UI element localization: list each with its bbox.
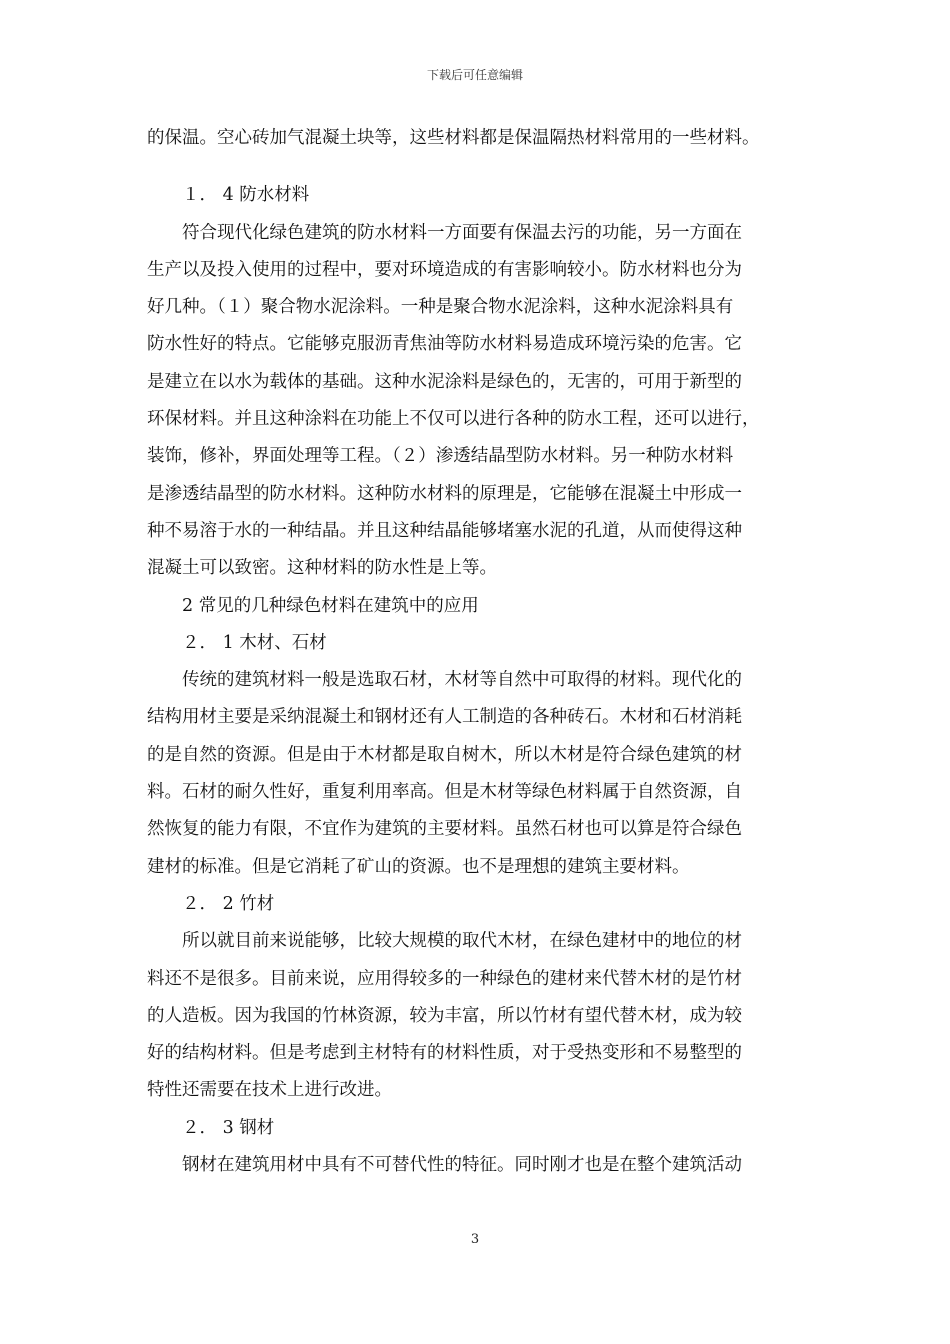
page-number: 3 [470, 1232, 480, 1247]
section-heading: ２． 1 木材、石材 [182, 632, 327, 653]
paragraph-line: 好的结构材料。但是考虑到主材特有的材料性质，对于受热变形和不易整型的 [147, 1043, 742, 1064]
paragraph-line: 环保材料。并且这种涂料在功能上不仅可以进行各种的防水工程，还可以进行， [147, 409, 760, 430]
paragraph-line: 是建立在以水为载体的基础。这种水泥涂料是绿色的，无害的，可用于新型的 [147, 371, 742, 392]
section-heading: ２． 2 竹材 [182, 893, 275, 914]
section-heading: １． 4 防水材料 [182, 185, 310, 206]
paragraph-line: 建材的标准。但是它消耗了矿山的资源。也不是理想的建筑主要材料。 [147, 856, 690, 877]
paragraph-line: 特性还需要在技术上进行改进。 [147, 1080, 392, 1101]
paragraph-line: 是渗透结晶型的防水材料。这种防水材料的原理是，它能够在混凝土中形成一 [147, 483, 742, 504]
paragraph-line: 生产以及投入使用的过程中，要对环境造成的有害影响较小。防水材料也分为 [147, 259, 742, 280]
paragraph-line: 防水性好的特点。它能够克服沥青焦油等防水材料易造成环境污染的危害。它 [147, 334, 742, 355]
paragraph-line: 好几种。（１）聚合物水泥涂料。一种是聚合物水泥涂料，这种水泥涂料具有 [147, 297, 734, 318]
paragraph-line: 装饰，修补，界面处理等工程。（２）渗透结晶型防水材料。另一种防水材料 [147, 446, 734, 467]
paragraph-line: 然恢复的能力有限，不宜作为建筑的主要材料。虽然石材也可以算是符合绿色 [147, 819, 742, 840]
document-body [147, 120, 810, 1184]
section-heading: 2 常见的几种绿色材料在建筑中的应用 [182, 595, 479, 616]
paragraph-line: 传统的建筑材料一般是选取石材，木材等自然中可取得的材料。现代化的 [182, 670, 742, 691]
paragraph-line: 种不易溶于水的一种结晶。并且这种结晶能够堵塞水泥的孔道，从而使得这种 [147, 520, 742, 541]
paragraph-line: 料。石材的耐久性好，重复利用率高。但是木材等绿色材料属于自然资源，自 [147, 782, 742, 803]
paragraph-line: 所以就目前来说能够，比较大规模的取代木材，在绿色建材中的地位的材 [182, 931, 742, 952]
paragraph-line: 的是自然的资源。但是由于木材都是取自树木，所以木材是符合绿色建筑的材 [147, 744, 742, 765]
page-header: 下载后可任意编辑 [426, 68, 523, 82]
paragraph-line: 的保温。空心砖加气混凝土块等，这些材料都是保温隔热材料常用的一些材料。 [147, 128, 760, 148]
paragraph-line: 钢材在建筑用材中具有不可替代性的特征。同时刚才也是在整个建筑活动 [182, 1155, 742, 1176]
paragraph-line: 结构用材主要是采纳混凝土和钢材还有人工制造的各种砖石。木材和石材消耗 [147, 707, 742, 728]
section-heading: ２． 3 钢材 [182, 1117, 275, 1138]
paragraph-line: 符合现代化绿色建筑的防水材料一方面要有保温去污的功能，另一方面在 [182, 222, 742, 243]
paragraph-line: 料还不是很多。目前来说，应用得较多的一种绿色的建材来代替木材的是竹材 [147, 968, 742, 989]
paragraph-line: 混凝土可以致密。这种材料的防水性是上等。 [147, 558, 497, 579]
paragraph-line: 的人造板。因为我国的竹林资源，较为丰富，所以竹材有望代替木材，成为较 [147, 1005, 742, 1026]
